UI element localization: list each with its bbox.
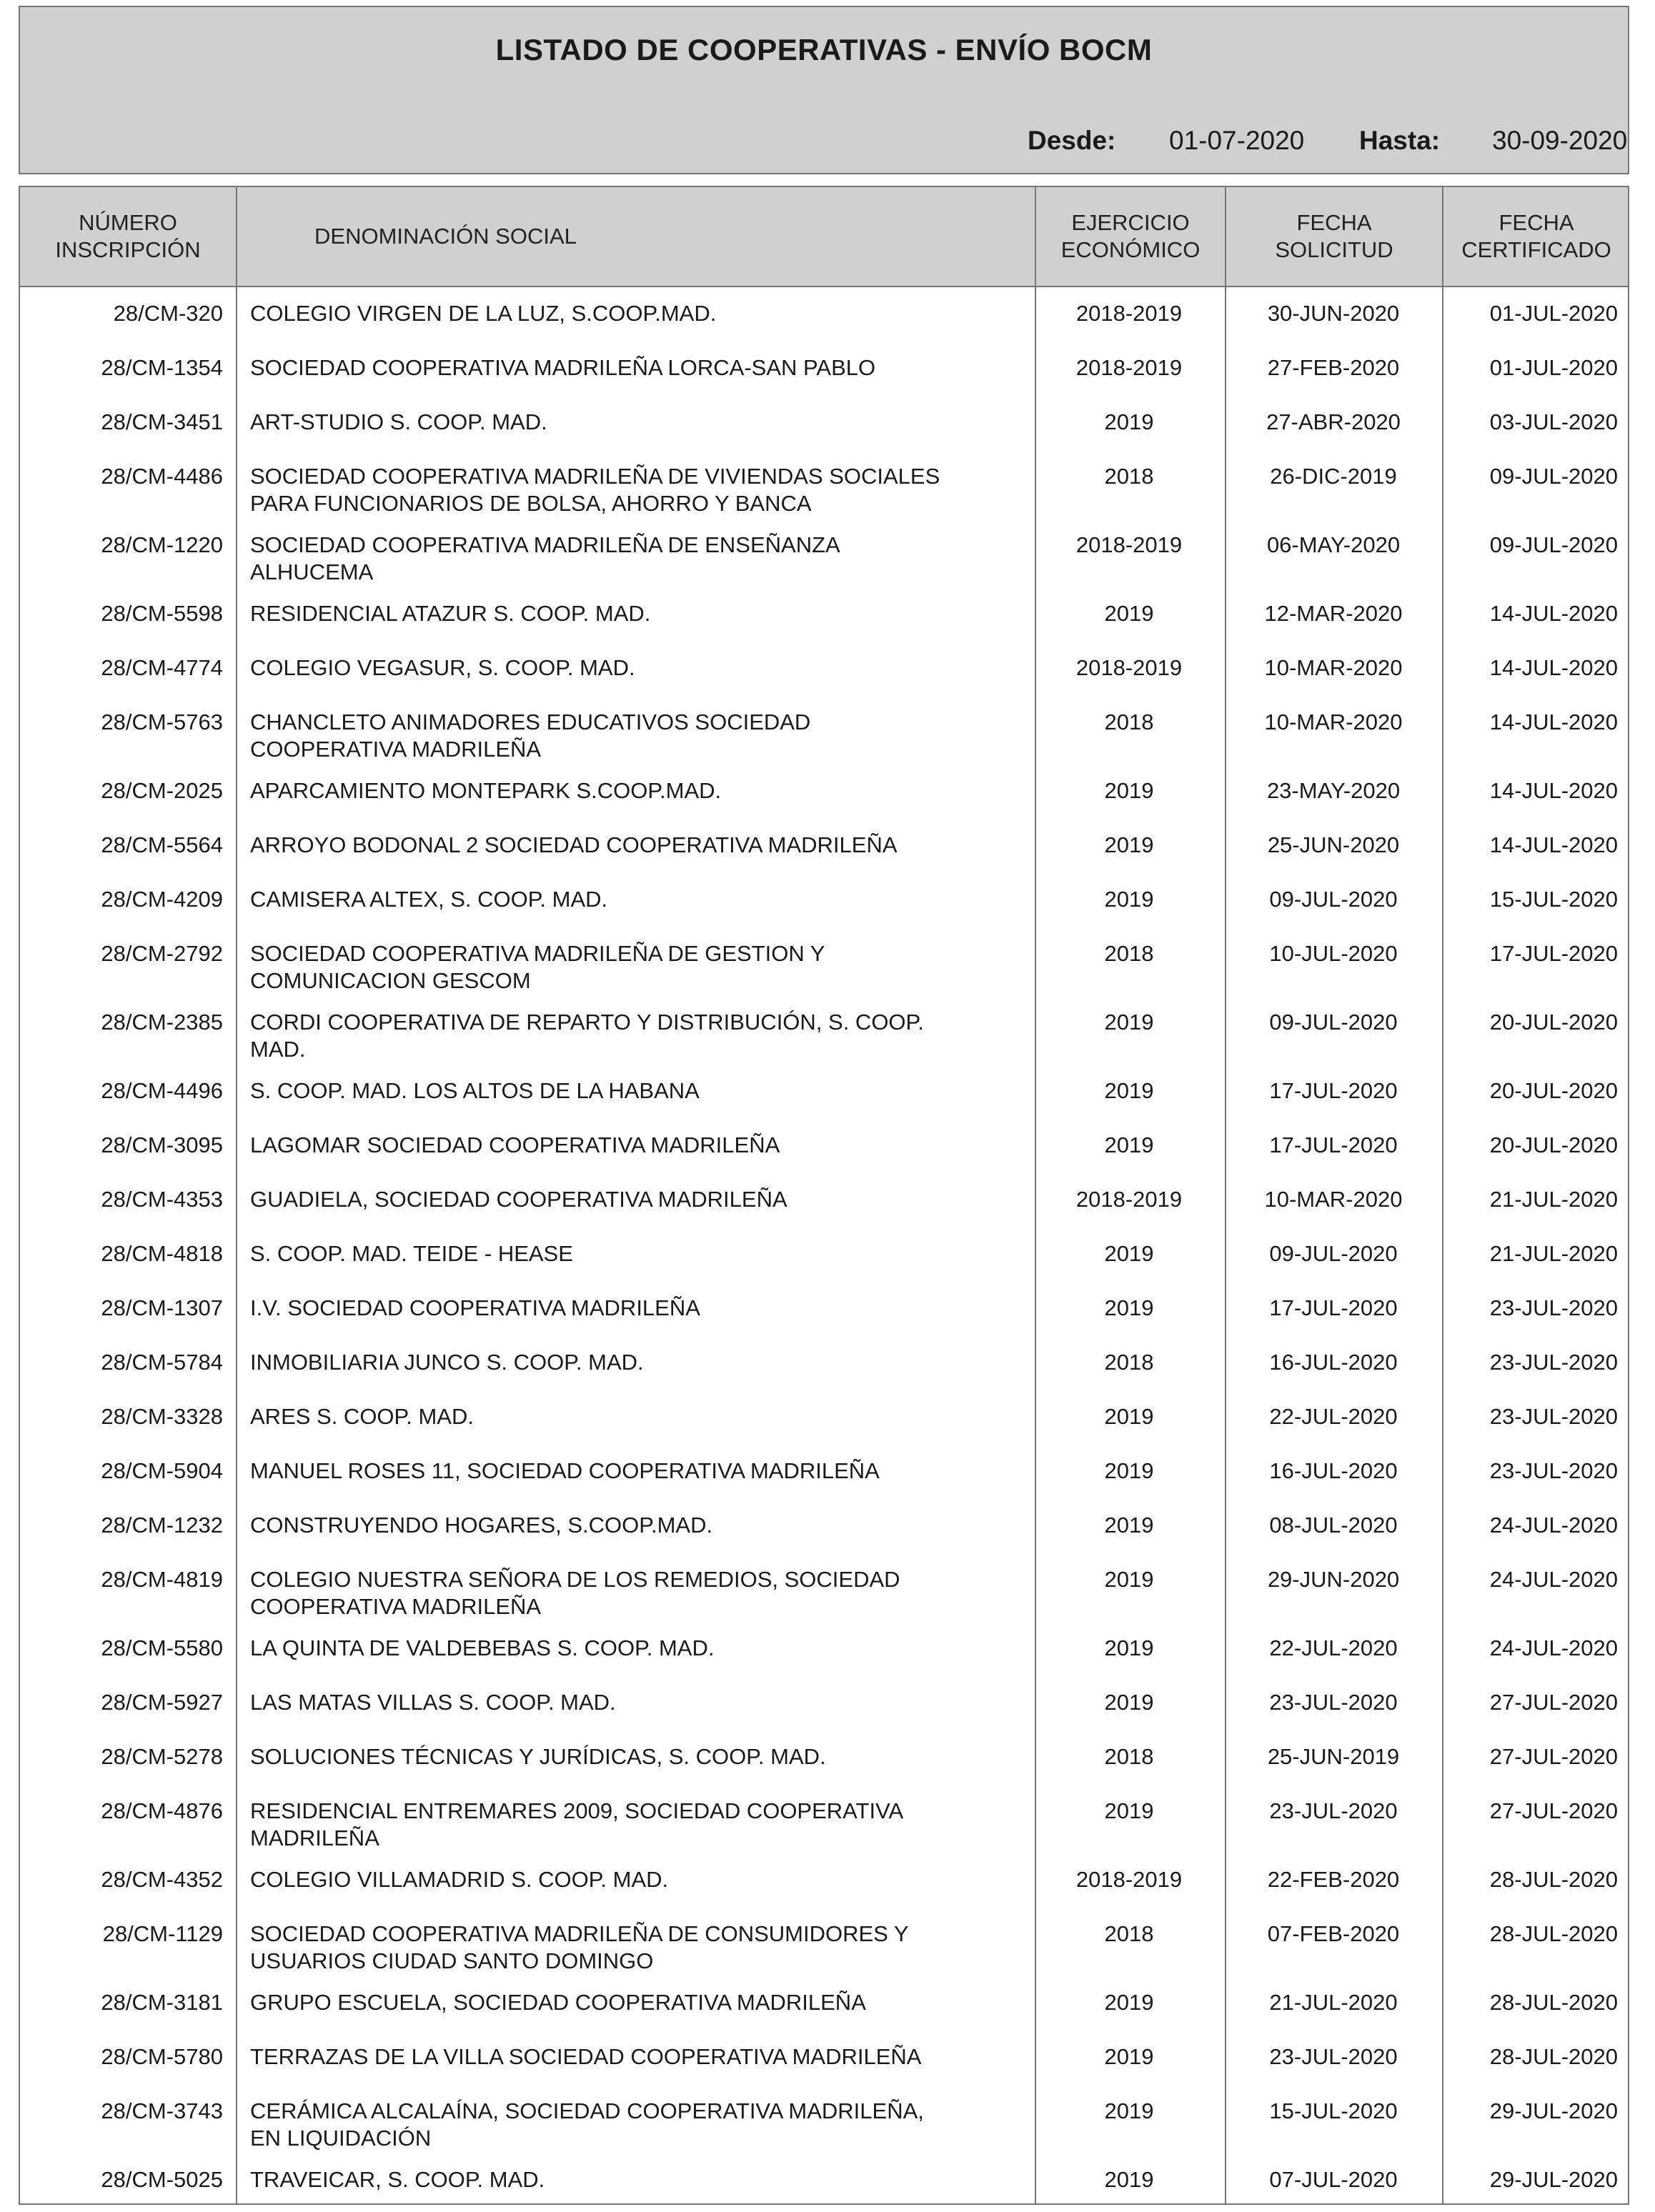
cell-fecha-certificado: 14-JUL-2020	[1489, 709, 1618, 734]
cell-ejercicio: 2019	[1104, 832, 1154, 857]
cell-numero: 28/CM-4496	[101, 1078, 223, 1103]
cell-fecha-certificado: 14-JUL-2020	[1489, 655, 1618, 680]
cell-denominacion: ARROYO BODONAL 2 SOCIEDAD COOPERATIVA MADRILEÑA	[250, 832, 898, 857]
cell-numero: 28/CM-3328	[101, 1404, 223, 1429]
cell-numero: 28/CM-5278	[101, 1744, 223, 1769]
cell-fecha-solicitud: 29-JUN-2020	[1267, 1567, 1400, 1592]
cell-ejercicio: 2019	[1104, 1010, 1154, 1035]
cell-fecha-certificado: 27-JUL-2020	[1489, 1798, 1618, 1823]
cell-fecha-certificado: 14-JUL-2020	[1489, 832, 1618, 857]
cell-numero: 28/CM-4486	[101, 464, 223, 489]
cell-fecha-solicitud: 17-JUL-2020	[1269, 1295, 1398, 1320]
cell-ejercicio: 2018	[1104, 1921, 1154, 1946]
cell-numero: 28/CM-4209	[101, 887, 223, 912]
cell-fecha-solicitud: 17-JUL-2020	[1269, 1132, 1398, 1157]
cell-fecha-solicitud: 22-JUL-2020	[1269, 1635, 1398, 1660]
cell-ejercicio: 2019	[1104, 2044, 1154, 2069]
report-header	[19, 6, 1629, 174]
cell-denominacion: TRAVEICAR, S. COOP. MAD.	[250, 2167, 545, 2192]
desde-label: Desde:	[1028, 126, 1116, 155]
cell-numero: 28/CM-4352	[101, 1867, 223, 1892]
cell-fecha-certificado: 03-JUL-2020	[1489, 409, 1618, 434]
cell-numero: 28/CM-1220	[101, 532, 223, 557]
cell-fecha-certificado: 20-JUL-2020	[1489, 1132, 1618, 1157]
cell-ejercicio: 2019	[1104, 887, 1154, 912]
cell-fecha-certificado: 27-JUL-2020	[1489, 1690, 1618, 1715]
cell-denominacion: CERÁMICA ALCALAÍNA, SOCIEDAD COOPERATIVA MADRILEÑA, EN LIQUIDACIÓN	[250, 2098, 924, 2151]
cell-denominacion: RESIDENCIAL ENTREMARES 2009, SOCIEDAD COOPERATIVA MADRILEÑA	[250, 1798, 904, 1850]
cell-ejercicio: 2019	[1104, 1295, 1154, 1320]
cell-numero: 28/CM-1129	[102, 1921, 223, 1946]
cell-fecha-certificado: 29-JUL-2020	[1489, 2167, 1618, 2192]
cell-fecha-solicitud: 10-MAR-2020	[1264, 1187, 1403, 1212]
cell-fecha-solicitud: 23-JUL-2020	[1269, 1690, 1398, 1715]
cell-denominacion: SOLUCIONES TÉCNICAS Y JURÍDICAS, S. COOP. MAD.	[250, 1744, 826, 1769]
cell-numero: 28/CM-1307	[101, 1295, 223, 1320]
cell-denominacion: S. COOP. MAD. LOS ALTOS DE LA HABANA	[250, 1078, 700, 1103]
cell-fecha-certificado: 24-JUL-2020	[1489, 1513, 1618, 1538]
cell-ejercicio: 2019	[1104, 1078, 1154, 1103]
cell-fecha-solicitud: 30-JUN-2020	[1267, 301, 1400, 326]
cell-numero: 28/CM-320	[113, 301, 223, 326]
cell-fecha-solicitud: 22-JUL-2020	[1269, 1404, 1398, 1429]
cell-ejercicio: 2018-2019	[1075, 655, 1183, 680]
cell-fecha-solicitud: 23-JUL-2020	[1269, 2044, 1398, 2069]
cell-denominacion: RESIDENCIAL ATAZUR S. COOP. MAD.	[250, 601, 651, 626]
cell-denominacion: LA QUINTA DE VALDEBEBAS S. COOP. MAD.	[250, 1635, 715, 1660]
cell-denominacion: SOCIEDAD COOPERATIVA MADRILEÑA DE GESTION Y COMUNICACION GESCOM	[250, 941, 825, 993]
cell-ejercicio: 2019	[1104, 1241, 1154, 1266]
cell-ejercicio: 2018-2019	[1075, 532, 1183, 557]
cell-fecha-certificado: 29-JUL-2020	[1489, 2098, 1618, 2123]
cell-numero: 28/CM-4876	[101, 1798, 223, 1823]
cell-numero: 28/CM-3095	[101, 1132, 223, 1157]
hasta-value: 30-09-2020	[1492, 126, 1628, 155]
col-header-fecha-certificado: FECHA CERTIFICADO	[1461, 210, 1611, 262]
cell-numero: 28/CM-5580	[101, 1635, 223, 1660]
table-header	[20, 187, 1628, 287]
col-header-fecha-solicitud: FECHA SOLICITUD	[1275, 210, 1393, 262]
cell-fecha-solicitud: 15-JUL-2020	[1269, 2098, 1398, 2123]
cell-denominacion: APARCAMIENTO MONTEPARK S.COOP.MAD.	[250, 778, 722, 803]
cell-fecha-certificado: 24-JUL-2020	[1489, 1635, 1618, 1660]
hasta-label: Hasta:	[1359, 126, 1441, 155]
cell-numero: 28/CM-2025	[101, 778, 223, 803]
cell-fecha-certificado: 21-JUL-2020	[1489, 1241, 1618, 1266]
cell-ejercicio: 2019	[1104, 1635, 1154, 1660]
cell-fecha-solicitud: 26-DIC-2019	[1270, 464, 1397, 489]
cell-fecha-solicitud: 10-MAR-2020	[1264, 655, 1403, 680]
cell-numero: 28/CM-4819	[101, 1567, 223, 1592]
cell-denominacion: CAMISERA ALTEX, S. COOP. MAD.	[250, 887, 608, 912]
cell-ejercicio: 2019	[1104, 409, 1154, 434]
cell-fecha-certificado: 28-JUL-2020	[1489, 1867, 1618, 1892]
cell-denominacion: INMOBILIARIA JUNCO S. COOP. MAD.	[250, 1350, 644, 1375]
cell-fecha-solicitud: 10-JUL-2020	[1269, 941, 1398, 966]
cell-denominacion: MANUEL ROSES 11, SOCIEDAD COOPERATIVA MADRILEÑA	[250, 1458, 880, 1483]
cell-fecha-solicitud: 09-JUL-2020	[1269, 1010, 1398, 1035]
cell-fecha-solicitud: 09-JUL-2020	[1269, 1241, 1398, 1266]
cell-numero: 28/CM-4818	[101, 1241, 223, 1266]
cell-fecha-certificado: 01-JUL-2020	[1489, 355, 1618, 380]
cell-fecha-certificado: 09-JUL-2020	[1489, 464, 1618, 489]
cell-ejercicio: 2019	[1104, 2167, 1154, 2192]
cell-fecha-certificado: 15-JUL-2020	[1489, 887, 1618, 912]
cell-fecha-solicitud: 08-JUL-2020	[1269, 1513, 1398, 1538]
cell-fecha-certificado: 17-JUL-2020	[1489, 941, 1618, 966]
cell-fecha-certificado: 28-JUL-2020	[1489, 1990, 1618, 2015]
cell-numero: 28/CM-5780	[101, 2044, 223, 2069]
cell-fecha-certificado: 23-JUL-2020	[1489, 1350, 1618, 1375]
cell-fecha-certificado: 20-JUL-2020	[1489, 1010, 1618, 1035]
cell-fecha-certificado: 23-JUL-2020	[1489, 1458, 1618, 1483]
cell-fecha-certificado: 24-JUL-2020	[1489, 1567, 1618, 1592]
cell-denominacion: COLEGIO VIRGEN DE LA LUZ, S.COOP.MAD.	[250, 301, 717, 326]
cell-ejercicio: 2019	[1104, 1132, 1154, 1157]
cell-fecha-solicitud: 17-JUL-2020	[1269, 1078, 1398, 1103]
col-header-denominacion: DENOMINACIÓN SOCIAL	[314, 224, 577, 249]
cell-fecha-certificado: 14-JUL-2020	[1489, 778, 1618, 803]
cell-fecha-certificado: 01-JUL-2020	[1489, 301, 1618, 326]
cell-ejercicio: 2019	[1104, 1690, 1154, 1715]
cell-numero: 28/CM-5025	[101, 2167, 223, 2192]
cell-ejercicio: 2019	[1104, 2098, 1154, 2123]
cell-ejercicio: 2019	[1104, 1404, 1154, 1429]
cell-fecha-certificado: 14-JUL-2020	[1489, 601, 1618, 626]
cell-fecha-solicitud: 21-JUL-2020	[1269, 1990, 1398, 2015]
cell-denominacion: GUADIELA, SOCIEDAD COOPERATIVA MADRILEÑA	[250, 1187, 787, 1212]
cell-fecha-certificado: 28-JUL-2020	[1489, 2044, 1618, 2069]
cell-numero: 28/CM-5904	[101, 1458, 223, 1483]
cell-fecha-solicitud: 25-JUN-2019	[1267, 1744, 1400, 1769]
cell-fecha-solicitud: 16-JUL-2020	[1269, 1350, 1398, 1375]
cell-denominacion: ART-STUDIO S. COOP. MAD.	[250, 409, 547, 434]
cell-ejercicio: 2019	[1104, 1513, 1154, 1538]
cell-fecha-solicitud: 23-MAY-2020	[1266, 778, 1401, 803]
cell-denominacion: S. COOP. MAD. TEIDE - HEASE	[250, 1241, 573, 1266]
cell-ejercicio: 2018	[1104, 709, 1154, 734]
column-divider	[236, 187, 237, 2205]
cell-ejercicio: 2018-2019	[1075, 1867, 1183, 1892]
cell-ejercicio: 2018-2019	[1075, 301, 1183, 326]
cell-ejercicio: 2019	[1104, 1567, 1154, 1592]
cooperatives-table	[19, 186, 1629, 2205]
cell-fecha-certificado: 09-JUL-2020	[1489, 532, 1618, 557]
cell-denominacion: CORDI COOPERATIVA DE REPARTO Y DISTRIBUCIÓN, S. COOP. MAD.	[250, 1010, 924, 1062]
cell-denominacion: ARES S. COOP. MAD.	[250, 1404, 474, 1429]
cell-denominacion: TERRAZAS DE LA VILLA SOCIEDAD COOPERATIVA MADRILEÑA	[250, 2044, 922, 2069]
cell-fecha-solicitud: 09-JUL-2020	[1269, 887, 1398, 912]
report-title: LISTADO DE COOPERATIVAS - ENVÍO BOCM	[495, 33, 1153, 66]
cell-denominacion: COLEGIO NUESTRA SEÑORA DE LOS REMEDIOS, SOCIEDAD COOPERATIVA MADRILEÑA	[250, 1567, 900, 1619]
cell-fecha-solicitud: 07-FEB-2020	[1267, 1921, 1400, 1946]
cell-fecha-solicitud: 27-ABR-2020	[1266, 409, 1401, 434]
cell-numero: 28/CM-5564	[101, 832, 223, 857]
cell-denominacion: LAS MATAS VILLAS S. COOP. MAD.	[250, 1690, 616, 1715]
cell-ejercicio: 2019	[1104, 601, 1154, 626]
cell-ejercicio: 2019	[1104, 1990, 1154, 2015]
cell-denominacion: SOCIEDAD COOPERATIVA MADRILEÑA DE CONSUMIDORES Y USUARIOS CIUDAD SANTO DOMINGO	[250, 1921, 909, 1973]
cell-denominacion: COLEGIO VILLAMADRID S. COOP. MAD.	[250, 1867, 669, 1892]
cell-denominacion: SOCIEDAD COOPERATIVA MADRILEÑA DE VIVIENDAS SOCIALES PARA FUNCIONARIOS DE BOLSA, AHORRO Y BANCA	[250, 464, 940, 516]
cell-numero: 28/CM-5598	[101, 601, 223, 626]
cell-numero: 28/CM-1354	[101, 355, 223, 380]
cell-denominacion: CHANCLETO ANIMADORES EDUCATIVOS SOCIEDAD COOPERATIVA MADRILEÑA	[250, 709, 811, 762]
col-header-ejercicio: EJERCICIO ECONÓMICO	[1060, 210, 1201, 262]
cell-denominacion: CONSTRUYENDO HOGARES, S.COOP.MAD.	[250, 1513, 713, 1538]
cell-numero: 28/CM-5784	[101, 1350, 223, 1375]
desde-value: 01-07-2020	[1169, 126, 1305, 155]
cell-ejercicio: 2019	[1104, 778, 1154, 803]
cell-ejercicio: 2018	[1104, 1350, 1154, 1375]
cell-fecha-solicitud: 12-MAR-2020	[1264, 601, 1403, 626]
cell-numero: 28/CM-3181	[101, 1990, 223, 2015]
cell-numero: 28/CM-4774	[101, 655, 223, 680]
cell-numero: 28/CM-1232	[101, 1513, 223, 1538]
cell-fecha-certificado: 27-JUL-2020	[1489, 1744, 1618, 1769]
cell-numero: 28/CM-3743	[101, 2098, 223, 2123]
cell-denominacion: LAGOMAR SOCIEDAD COOPERATIVA MADRILEÑA	[250, 1132, 780, 1157]
cell-numero: 28/CM-5763	[101, 709, 223, 734]
cell-fecha-solicitud: 22-FEB-2020	[1267, 1867, 1400, 1892]
cell-denominacion: I.V. SOCIEDAD COOPERATIVA MADRILEÑA	[250, 1295, 700, 1320]
cell-denominacion: SOCIEDAD COOPERATIVA MADRILEÑA DE ENSEÑANZA ALHUCEMA	[250, 532, 840, 584]
cell-denominacion: COLEGIO VEGASUR, S. COOP. MAD.	[250, 655, 635, 680]
cell-ejercicio: 2018	[1104, 1744, 1154, 1769]
cell-fecha-solicitud: 25-JUN-2020	[1267, 832, 1400, 857]
cell-fecha-solicitud: 16-JUL-2020	[1269, 1458, 1398, 1483]
col-header-numero: NÚMERO INSCRIPCIÓN	[55, 210, 201, 262]
cell-fecha-certificado: 28-JUL-2020	[1489, 1921, 1618, 1946]
cell-numero: 28/CM-5927	[101, 1690, 223, 1715]
cell-numero: 28/CM-2385	[101, 1010, 223, 1035]
cell-fecha-solicitud: 10-MAR-2020	[1264, 709, 1403, 734]
cell-ejercicio: 2018	[1104, 464, 1154, 489]
cell-numero: 28/CM-2792	[101, 941, 223, 966]
cell-fecha-solicitud: 06-MAY-2020	[1266, 532, 1401, 557]
cell-fecha-certificado: 20-JUL-2020	[1489, 1078, 1618, 1103]
cell-ejercicio: 2018-2019	[1075, 1187, 1183, 1212]
cell-denominacion: GRUPO ESCUELA, SOCIEDAD COOPERATIVA MADRILEÑA	[250, 1990, 866, 2015]
cell-ejercicio: 2019	[1104, 1798, 1154, 1823]
cell-ejercicio: 2019	[1104, 1458, 1154, 1483]
cell-fecha-certificado: 21-JUL-2020	[1489, 1187, 1618, 1212]
cell-denominacion: SOCIEDAD COOPERATIVA MADRILEÑA LORCA-SAN PABLO	[250, 355, 876, 380]
cell-fecha-solicitud: 27-FEB-2020	[1267, 355, 1400, 380]
cell-fecha-certificado: 23-JUL-2020	[1489, 1404, 1618, 1429]
cell-fecha-solicitud: 07-JUL-2020	[1269, 2167, 1398, 2192]
cell-numero: 28/CM-3451	[101, 409, 223, 434]
cell-numero: 28/CM-4353	[101, 1187, 223, 1212]
cell-ejercicio: 2018-2019	[1075, 355, 1183, 380]
cell-ejercicio: 2018	[1104, 941, 1154, 966]
cell-fecha-solicitud: 23-JUL-2020	[1269, 1798, 1398, 1823]
cell-fecha-certificado: 23-JUL-2020	[1489, 1295, 1618, 1320]
